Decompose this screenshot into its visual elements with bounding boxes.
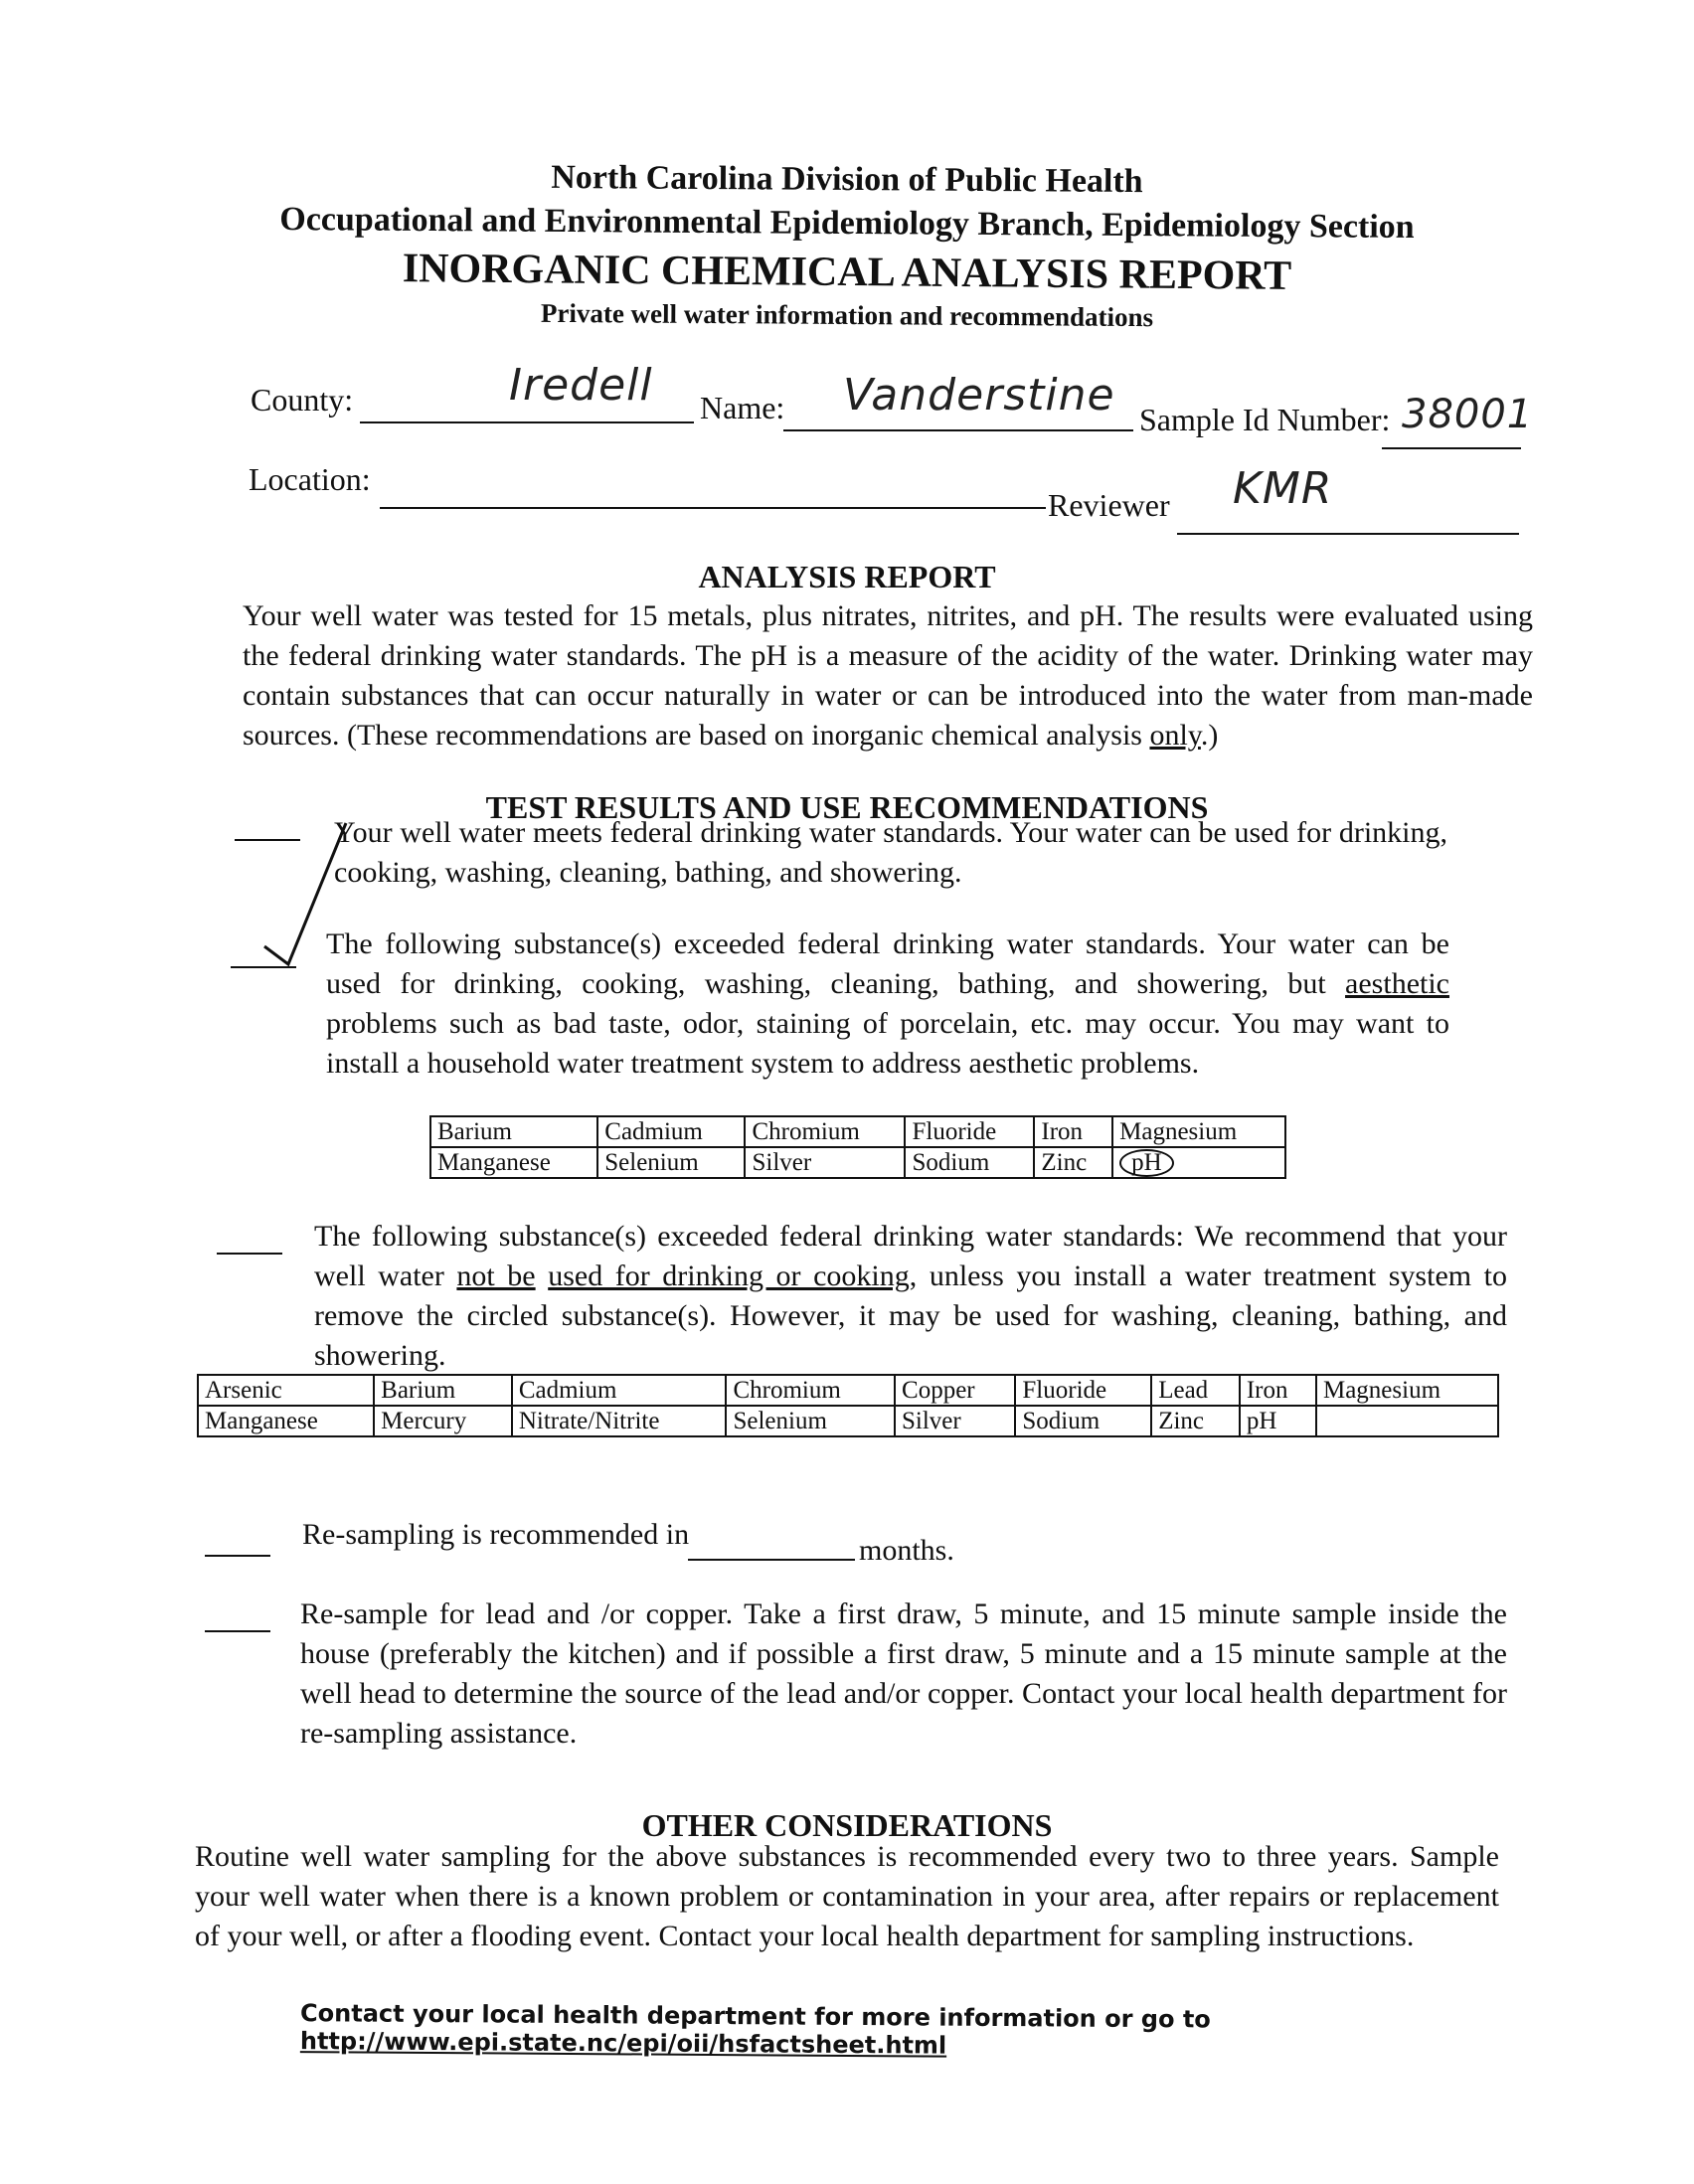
- table-cell: Cadmium: [512, 1375, 727, 1406]
- county-field[interactable]: [360, 360, 694, 423]
- table-cell: Silver: [745, 1147, 905, 1178]
- table-cell: pH: [1240, 1406, 1316, 1436]
- option1-text: Your well water meets federal drinking water standards. Your water can be used for drinking, cooking, washing, cleaning, bathing, and showering.: [334, 816, 1447, 889]
- resample-text: Re-sampling is recommended in: [302, 1518, 690, 1551]
- analysis-body: Your well water was tested for 15 metals, plus nitrates, nitrites, and pH. The results were evaluated using the federal drinking water standards. The pH is a measure of the acidity of the water. Drinking water may contain substances that can occur naturally in water or can be introduced into the water from man-made sources. (These recommendations are based on inorganic chemical analysis only.): [243, 599, 1533, 752]
- county-value: Iredell: [509, 360, 653, 411]
- resample-months-label: months.: [859, 1534, 954, 1567]
- table-cell: Chromium: [745, 1116, 905, 1147]
- reviewer-value: KMR: [1233, 463, 1333, 514]
- table-cell: Iron: [1034, 1116, 1112, 1147]
- lead-copper-text: Re-sample for lead and /or copper. Take a first draw, 5 minute, and 15 minute sample inside the house (preferably the kitchen) and if possible a first draw, 5 minute and a 15 minute sample at the well head to determine the source of the lead and/or copper. Contact your local health department for re-sampling assistance.: [300, 1597, 1507, 1750]
- report-title: INORGANIC CHEMICAL ANALYSIS REPORT: [402, 246, 1292, 299]
- table-cell: Iron: [1240, 1375, 1316, 1406]
- table-cell: Selenium: [726, 1406, 895, 1436]
- sample-id-field[interactable]: [1382, 392, 1534, 449]
- table-cell: Manganese: [198, 1406, 374, 1436]
- table-cell: Nitrate/Nitrite: [512, 1406, 727, 1436]
- table-cell: Mercury: [374, 1406, 512, 1436]
- table-cell: Selenium: [597, 1147, 745, 1178]
- other-considerations-title: OTHER CONSIDERATIONS: [641, 1807, 1053, 1843]
- table-cell: Chromium: [726, 1375, 895, 1406]
- report-subtitle: Private well water information and recommendations: [540, 297, 1154, 333]
- table-row: [430, 1147, 1285, 1178]
- table-cell: Copper: [895, 1375, 1015, 1406]
- table-cell: Zinc: [1151, 1406, 1240, 1436]
- agency-name: North Carolina Division of Public Health: [551, 158, 1143, 201]
- option3-text: The following substance(s) exceeded federal drinking water standards: We recommend that your well water not be used for drinking or cooking, unless you install a water treatment system to remove the circled substance(s). However, it may be used for washing, cleaning, bathing, and showering.: [314, 1220, 1507, 1372]
- factsheet-link[interactable]: http://www.epi.state.nc/epi/oii/hsfactsheet.html: [299, 2027, 947, 2060]
- location-label: Location:: [249, 461, 371, 497]
- table-cell: Arsenic: [198, 1375, 374, 1406]
- table-cell: Barium: [430, 1116, 597, 1147]
- option5-checkbox[interactable]: [205, 1602, 270, 1632]
- reviewer-label: Reviewer: [1048, 487, 1170, 523]
- sample-id-value: 38001: [1402, 392, 1534, 437]
- table-cell: Cadmium: [597, 1116, 745, 1147]
- location-field[interactable]: [380, 467, 1046, 509]
- table-cell: Fluoride: [905, 1116, 1034, 1147]
- footer-contact: Contact your local health department for more information or go to http://www.epi.state.nc/epi/oii/hsfactsheet.html: [299, 1999, 1211, 2060]
- option2-text: The following substance(s) exceeded federal drinking water standards. Your water can be used for drinking, cooking, washing, cleaning, bathing, and showering, but aesthetic problems such as bad taste, odor, staining of porcelain, etc. may occur. You may want to install a household water treatment system to address aesthetic problems.: [326, 927, 1449, 1080]
- table-cell: Sodium: [905, 1147, 1034, 1178]
- aesthetic-substances-table: [429, 1115, 1286, 1179]
- table-row: [430, 1116, 1285, 1147]
- county-label: County:: [251, 382, 354, 418]
- table-cell: Magnesium: [1112, 1116, 1285, 1147]
- option4-checkbox[interactable]: [205, 1527, 270, 1557]
- sample-id-label: Sample Id Number:: [1139, 402, 1391, 437]
- health-substances-table: [197, 1374, 1499, 1437]
- table-cell: Sodium: [1015, 1406, 1151, 1436]
- table-row: [198, 1375, 1498, 1406]
- table-cell: Silver: [895, 1406, 1015, 1436]
- name-label: Name:: [700, 390, 785, 425]
- table-cell: Lead: [1151, 1375, 1240, 1406]
- resample-months-field[interactable]: [688, 1531, 855, 1561]
- option2-checkbox[interactable]: [231, 938, 296, 968]
- reviewer-field[interactable]: [1177, 463, 1519, 535]
- table-cell: [1112, 1147, 1285, 1178]
- table-cell: Zinc: [1034, 1147, 1112, 1178]
- table-cell: Fluoride: [1015, 1375, 1151, 1406]
- table-cell: Manganese: [430, 1147, 597, 1178]
- name-field[interactable]: [783, 370, 1133, 431]
- option3-checkbox[interactable]: [217, 1225, 282, 1255]
- table-cell: [1316, 1406, 1498, 1436]
- table-cell: Barium: [374, 1375, 512, 1406]
- analysis-title: ANALYSIS REPORT: [698, 559, 996, 594]
- other-considerations-body: Routine well water sampling for the above substances is recommended every two to three years. Sample your well water when there is a known problem or contamination in your area, after repairs or replacement of your well, or after a flooding event. Contact your local health department for sampling instructions.: [195, 1840, 1499, 1952]
- table-cell: Magnesium: [1316, 1375, 1498, 1406]
- circled-substance: pH: [1119, 1149, 1174, 1177]
- branch-name: Occupational and Environmental Epidemiology Branch, Epidemiology Section: [279, 201, 1415, 246]
- table-row: [198, 1406, 1498, 1436]
- name-value: Vanderstine: [843, 370, 1115, 420]
- test-results-title: TEST RESULTS AND USE RECOMMENDATIONS: [485, 789, 1209, 825]
